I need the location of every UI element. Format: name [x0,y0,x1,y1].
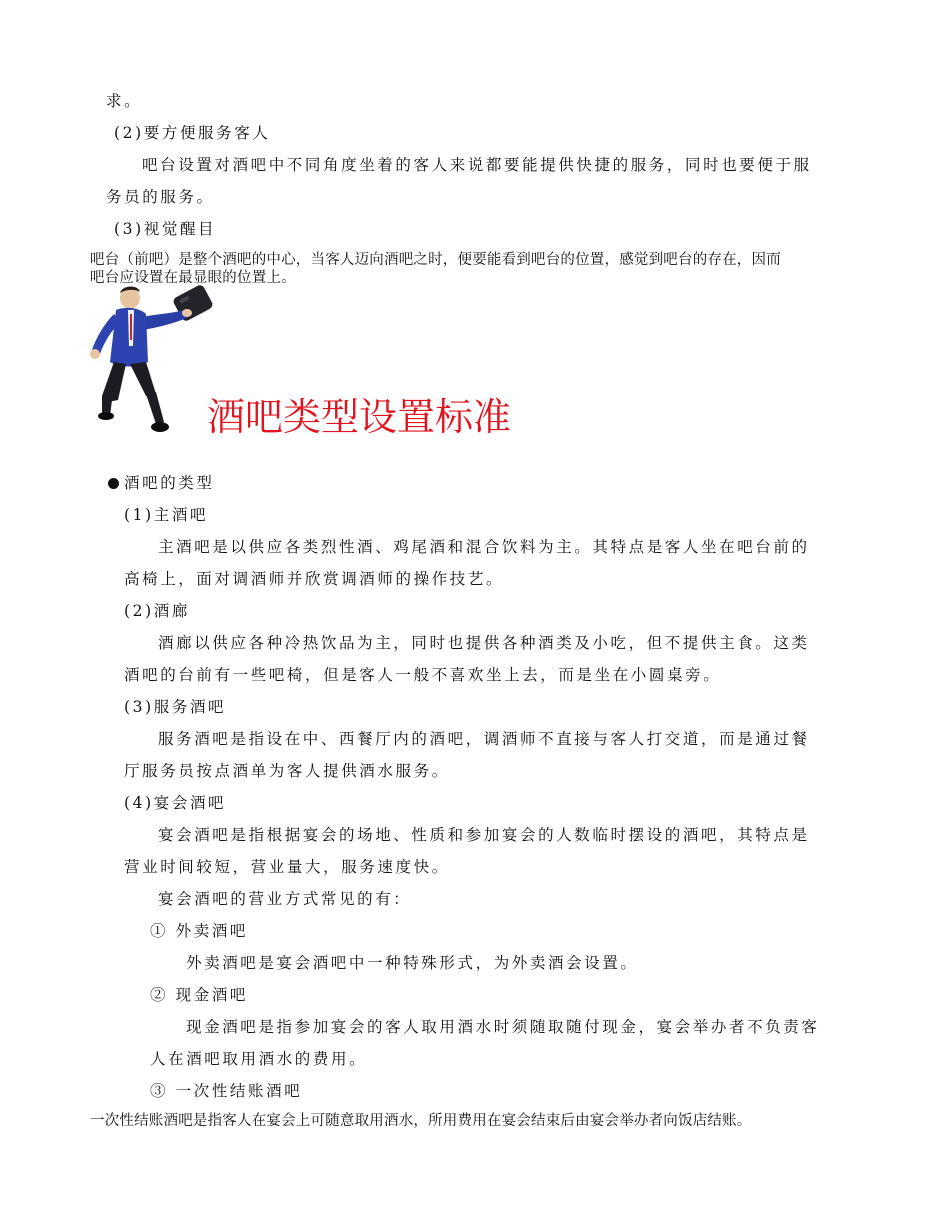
paragraph-line: 务员的服务。 [106,188,215,206]
paragraph-line: 宴会酒吧是指根据宴会的场地、性质和参加宴会的人数临时摆设的酒吧，其特点是 [158,826,810,844]
paragraph-line: 吧台（前吧）是整个酒吧的中心，当客人迈向酒吧之时，便要能看到吧台的位置，感觉到吧台的存在，因而 [90,252,781,268]
paragraph-line: 酒吧的台前有一些吧椅，但是客人一般不喜欢坐上去，而是坐在小圆桌旁。 [124,666,722,684]
paragraph-line: 吧台设置对酒吧中不同角度坐着的客人来说都要能提供快捷的服务，同时也要便于服 [142,156,812,174]
heading-lounge: (2)酒廊 [124,602,190,620]
subheading-single-bill-bar: ③ 一次性结账酒吧 [150,1082,303,1100]
paragraph-line: 服务酒吧是指设在中、西餐厅内的酒吧，调酒师不直接与客人打交道，而是通过餐 [158,730,810,748]
heading-banquet-bar: (4)宴会酒吧 [124,794,227,812]
running-businessman-illustration [86,284,216,436]
heading-service-bar: (3)服务酒吧 [124,698,227,716]
paragraph-line: 现金酒吧是指参加宴会的客人取用酒水时须随取随付现金，宴会举办者不负责客 [186,1018,820,1036]
paragraph-line: 酒廊以供应各种冷热饮品为主，同时也提供各种酒类及小吃，但不提供主食。这类 [158,634,810,652]
subheading-cash-bar: ② 现金酒吧 [150,986,249,1004]
heading-main-bar: (1)主酒吧 [124,506,209,524]
heading-convenient-service: (2)要方便服务客人 [114,124,271,142]
bullet-dot [108,478,119,489]
continued-text: 求。 [106,92,143,110]
paragraph-line: 主酒吧是以供应各类烈性酒、鸡尾酒和混合饮料为主。其特点是客人坐在吧台前的 [158,538,810,556]
subheading-takeout-bar: ① 外卖酒吧 [150,922,249,940]
paragraph-line: 吧台应设置在最显眼的位置上。 [90,270,296,286]
bullet-heading: 酒吧的类型 [124,474,215,492]
paragraph-line: 营业时间较短，营业量大，服务速度快。 [124,858,450,876]
paragraph-line: 外卖酒吧是宴会酒吧中一种特殊形式，为外卖酒会设置。 [186,954,639,972]
paragraph-line: 宴会酒吧的营业方式常见的有： [158,890,412,908]
paragraph-line: 人在酒吧取用酒水的费用。 [150,1050,368,1068]
paragraph-line: 高椅上，面对调酒师并欣赏调酒师的操作技艺。 [124,570,505,588]
section-title: 酒吧类型设置标准 [207,395,512,439]
heading-visual-eye-catching: (3)视觉醒目 [114,220,217,238]
paragraph-line: 厅服务员按点酒单为客人提供酒水服务。 [124,762,450,780]
paragraph-line: 一次性结账酒吧是指客人在宴会上可随意取用酒水，所用费用在宴会结束后由宴会举办者向饭店结账。 [90,1113,752,1129]
